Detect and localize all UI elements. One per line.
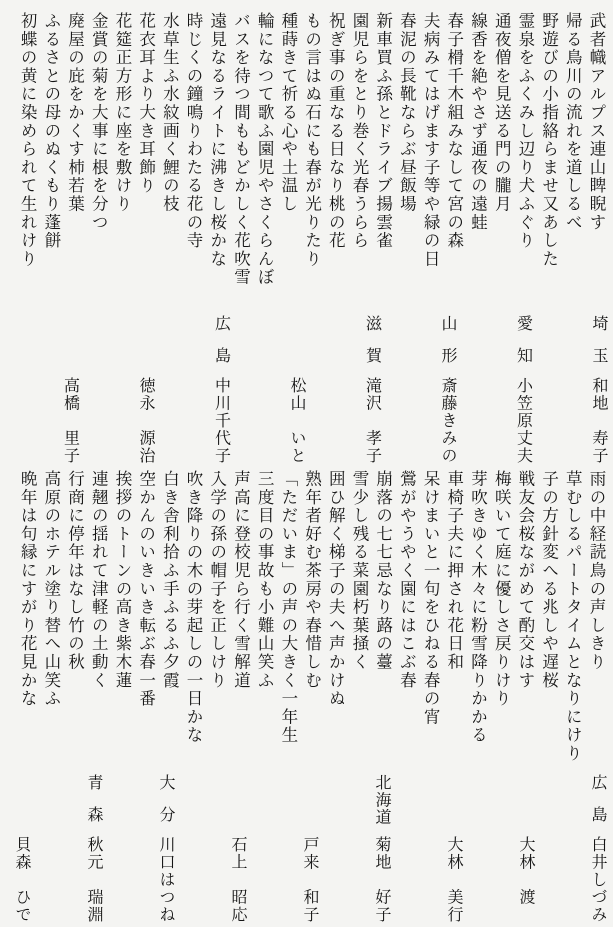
haiku-column: 囲ひ解く梯子の夫へ声かけぬ [326,470,346,708]
prefecture-label: 広島 [212,315,230,379]
author-name: 斎藤きみの [439,377,456,465]
haiku-column: 崩落の七七忌なり蕗の薹 [373,470,393,672]
haiku-column: 雪少し残る菜園朽葉掻く [349,470,369,672]
prefecture-label: 大分 [157,774,174,838]
haiku-column: 野遊びの小指絡らませ又あした [539,12,559,269]
haiku-column: 芽吹きゆく木々に粉雪降りかかる [468,470,488,745]
author-column [211,315,232,465]
haiku-column: 園児らをとり巻く光春うらら [349,12,369,250]
haiku-column: 白き舎利拾ふ手ふるふ夕霞 [160,470,180,690]
author-name: 川口はつね [157,836,174,924]
author-name: 和地 寿子 [590,377,607,465]
haiku-column: 夫病みてはげます子等や緑の日 [421,12,441,269]
author-name: 白井しづみ [589,836,606,924]
author-column [227,774,248,924]
haiku-column: 草むしるパートタイムとなりにけり [563,470,583,763]
haiku-column: 通夜僧を見送る門の朧月 [492,12,512,214]
haiku-column: 帰る鳥川の流れを道しるべ [563,12,583,232]
author-column [371,774,392,924]
author-name: 滝沢 孝子 [363,377,381,465]
haiku-column: 晩年は句縁にすがり花見かな [18,470,38,708]
haiku-column: 挨拶のトーンの高き紫木蓮 [112,470,132,690]
author-column [299,774,320,924]
haiku-column: 初蝶の黄に染められて生れけり [18,12,38,269]
author-column [286,315,307,465]
haiku-column: 連翹の揺れて津軽の土動く [89,470,109,690]
author-name: 石上 昭応 [229,836,246,924]
haiku-column: 梅咲いて庭に優しさ戻りけり [492,470,512,708]
author-name: 大林 美行 [445,836,462,924]
prefecture-label: 広島 [589,774,606,838]
top-haiku-section [15,12,608,287]
haiku-column: 声高に登校児ら行く雪解道 [231,470,251,690]
author-column [588,315,609,465]
author-name: 高橋 里子 [61,377,79,465]
bottom-haiku-section [15,470,608,763]
author-column [135,315,156,465]
haiku-column: 春泥の長靴ならぶ昼飯場 [397,12,417,214]
haiku-column: 鶯がやうやく園にはこぶ春 [397,470,417,690]
author-name: 菊地 好子 [373,836,390,924]
author-column [60,315,81,465]
haiku-column: 行商に停年はなし竹の秋 [65,470,85,672]
haiku-column: 遠見なるライトに沸きし桜かな [207,12,227,269]
prefecture-label: 青森 [85,774,102,838]
haiku-column: 金賞の菊を大事に根を分つ [89,12,109,232]
haiku-column: 子の方針変へる兆しや遅桜 [539,470,559,690]
prefecture-label: 山形 [439,315,456,379]
author-name: 松山 いと [288,377,305,465]
author-name: 戸来 和子 [301,836,318,924]
haiku-column: 線香を絶やさず通夜の遠蛙 [468,12,488,232]
haiku-column: 祝ぎ事の重なる日なり桃の花 [326,12,346,250]
author-column [362,315,383,465]
author-column [513,315,534,465]
haiku-column: もの言はぬ石にも春が光りたり [302,12,322,269]
haiku-column: 熟年者好む茶房や春惜しむ [302,470,322,690]
haiku-column: 吹き降りの木の芽起しの一日かな [184,470,204,745]
haiku-column: 花筵正方形に座を敷けり [112,12,132,214]
prefecture-label: 北海道 [373,774,390,826]
haiku-column: 呆けまいと一句をひねる春の宵 [421,470,441,727]
author-column [83,774,104,924]
author-column [587,774,608,924]
author-name: 徳永 源治 [137,377,154,465]
haiku-column: 輪になつて歌ふ園児やさくらんぼ [255,12,275,287]
haiku-column: ふるさとの母のぬくもり蓬餅 [41,12,61,250]
haiku-column: 空かんのいきいき転ぶ春一番 [136,470,156,708]
author-name: 貝森 ひで [13,836,30,924]
author-column [11,774,32,924]
haiku-column: 入学の孫の帽子を正しけり [207,470,227,690]
author-column [443,774,464,924]
author-column [155,774,176,924]
haiku-column: 戦友会桜ながめて酌交はす [515,470,535,690]
haiku-column: 「ただいま」の声の大きく一年生 [278,470,298,745]
author-name: 中川千代子 [212,377,230,465]
haiku-column: 車椅子夫に押され花日和 [444,470,464,672]
author-name: 小笠原丈夫 [514,377,532,465]
author-column [437,315,458,465]
haiku-column: 雨の中経読鳥の声しきり [587,470,606,672]
haiku-column: 種蒔きて祈る心や土温し [278,12,298,214]
haiku-column: 霊泉をふくみし辺り犬ふぐり [515,12,535,250]
haiku-column: 武者幟アルプス連山睥睨す [587,12,606,232]
author-column [515,774,536,906]
author-name: 大林 渡 [517,836,534,906]
author-name: 秋元 瑞淵 [85,836,102,924]
haiku-column: 三度目の事故も小難山笑ふ [255,470,275,690]
haiku-column: 新車買ふ孫とドライブ揚雲雀 [373,12,393,250]
haiku-column: 花衣耳より大き耳飾り [136,12,156,195]
prefecture-label: 埼玉 [590,315,607,379]
haiku-column: バスを待つ間ももどかしく花吹雪 [231,12,251,287]
haiku-column: 高原のホテル塗り替へ山笑ふ [41,470,61,708]
prefecture-label: 滋賀 [363,315,381,379]
prefecture-label: 愛知 [514,315,532,379]
haiku-column: 春子榾千木組みなして宮の森 [444,12,464,250]
haiku-column: 時じくの鐘鳴りわたる花の寺 [184,12,204,250]
haiku-column: 水草生ふ水紋画く鯉の枝 [160,12,180,214]
haiku-column: 廃屋の庇をかくす柿若葉 [65,12,85,214]
